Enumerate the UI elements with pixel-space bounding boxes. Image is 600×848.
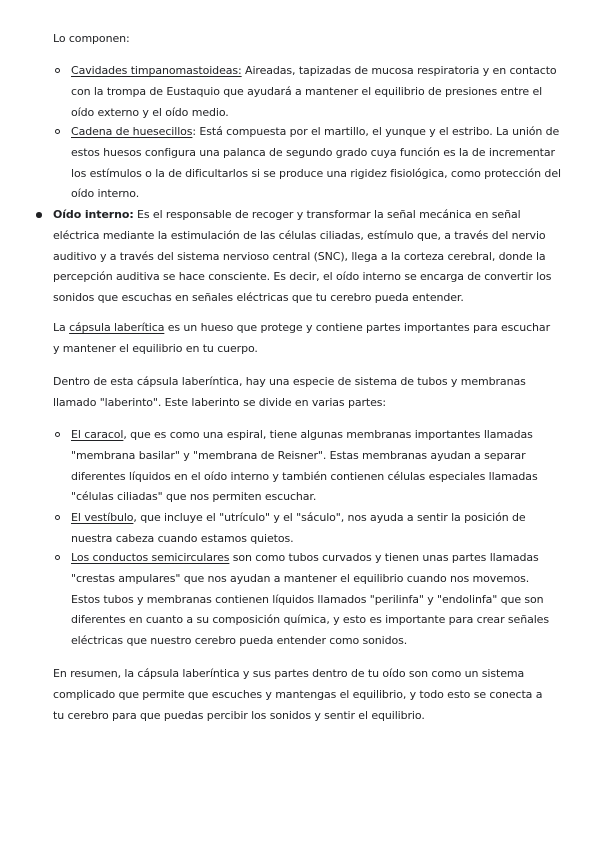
hollow-bullet-icon: [55, 555, 60, 560]
hollow-bullet-icon: [55, 515, 60, 520]
capsule-text: es un hueso que protege y contiene partes importantes para escuchar y mantener el equilibrio en tu cuerpo.: [53, 321, 550, 355]
hollow-bullet-icon: [55, 68, 60, 73]
list-item-cadena: [71, 122, 561, 205]
term-oido-interno: Oído interno:: [53, 208, 134, 221]
capsule-paragraph: [53, 318, 553, 360]
list-item-conductos: [71, 548, 561, 652]
list-item-caracol: [71, 425, 561, 508]
desc-vestibulo: , que incluye el "utrículo" y el "sáculo", nos ayuda a sentir la posición de nuestra cabeza cuando estamos quietos.: [71, 511, 526, 545]
summary-paragraph: En resumen, la cápsula laberíntica y sus partes dentro de tu oído son como un sistema complicado que permite que escuches y mantengas el equilibrio, y todo esto se conecta a tu cerebro para que puedas percibir los sonidos y sentir el equilibrio.: [53, 667, 543, 722]
desc-cavidades: Aireadas, tapizadas de mucosa respiratoria y en contacto con la trompa de Eustaquio que ayudará a mantener el equilibrio de presiones entre el oído externo y el oído medio.: [71, 64, 557, 119]
hollow-bullet-icon: [55, 432, 60, 437]
hollow-bullet-icon: [55, 129, 60, 134]
capsule-pre: La: [53, 321, 70, 334]
term-cavidades: Cavidades timpanomastoideas:: [71, 64, 242, 77]
intro-text: Lo componen:: [53, 32, 130, 45]
list-item-vestibulo: [71, 508, 561, 550]
term-capsula: cápsula laberítica: [69, 321, 165, 334]
term-cadena: Cadena de huesecillos: [71, 125, 193, 138]
term-conductos: Los conductos semicirculares: [71, 551, 230, 564]
desc-conductos: son como tubos curvados y tienen unas partes llamadas "crestas ampulares" que nos ayudan a mantener el equilibrio cuando nos movemos. Estos tubos y membranas contienen líquidos llamados "perilinfa" y "endolinfa" que son diferentes en cuanto a su composición química, y esto es importante para crear señales eléctricas que nuestro cerebro pueda entender como sonidos.: [71, 551, 549, 648]
desc-caracol: , que es como una espiral, tiene algunas membranas importantes llamadas "membrana basilar" y "membrana de Reisner". Estas membranas ayudan a separar diferentes líquidos en el oído interno y también contienen células especiales llamadas "células ciliadas" que nos permiten escuchar.: [71, 428, 538, 504]
list-item-oido-interno: [53, 205, 555, 309]
labyrinth-intro: Dentro de esta cápsula laberíntica, hay una especie de sistema de tubos y membranas llamado "laberinto". Este laberinto se divide en varias partes:: [53, 375, 526, 409]
list-item-cavidades: [71, 61, 561, 123]
term-caracol: El caracol: [71, 428, 124, 441]
term-vestibulo: El vestíbulo: [71, 511, 134, 524]
desc-cadena: : Está compuesta por el martillo, el yunque y el estribo. La unión de estos huesos configura una palanca de segundo grado cuya función es la de incrementar los estímulos o la de dificultarlos si se produce una rigidez fisiológica, como protección del oído interno.: [71, 125, 561, 201]
desc-oido-interno: Es el responsable de recoger y transformar la señal mecánica en señal eléctrica mediante la estimulación de las células ciliadas, estímulo que, a través del nervio auditivo y a través del sistema nervioso central (SNC), llega a la corteza cerebral, donde la percepción auditiva se hace consciente. Es decir, el oído interno se encarga de convertir los sonidos que escuchas en señales eléctricas que tu cerebro pueda entender.: [53, 208, 552, 305]
filled-bullet-icon: [36, 212, 42, 218]
